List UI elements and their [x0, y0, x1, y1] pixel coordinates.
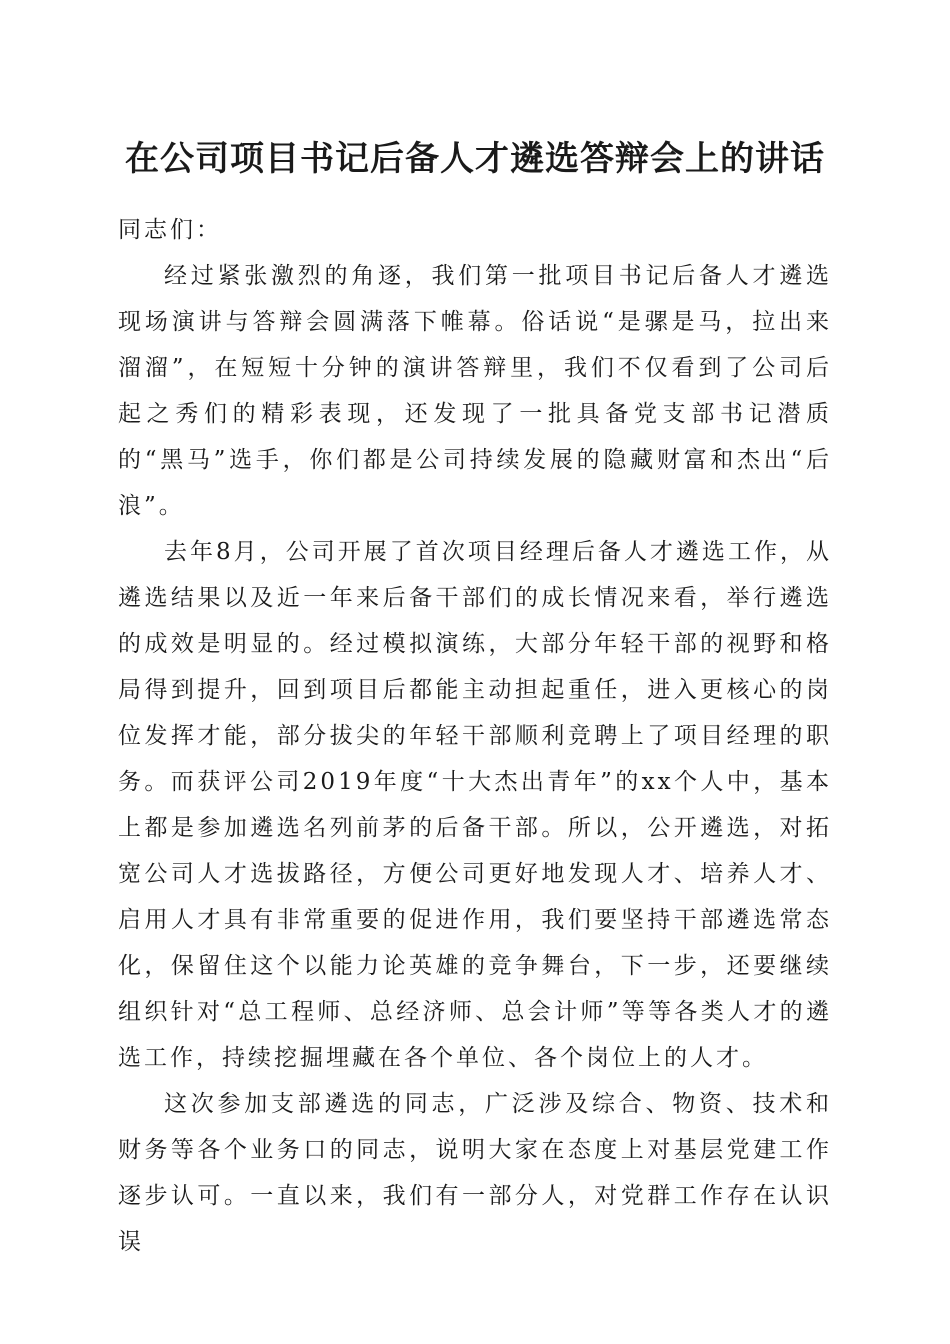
paragraph-2: 去年8月，公司开展了首次项目经理后备人才遴选工作，从遴选结果以及近一年来后备干部们的成长情况来看，举行遴选的成效是明显的。经过模拟演练，大部分年轻干部的视野和格局得到提升，回到项目后都能主动担起重任，进入更核心的岗位发挥才能，部分拔尖的年轻干部顺利竞聘上了项目经理的职务。而获评公司2019年度“十大杰出青年”的xx个人中，基本上都是参加遴选名列前茅的后备干部。所以，公开遴选，对拓宽公司人才选拔路径，方便公司更好地发现人才、培养人才、启用人才具有非常重要的促进作用，我们要坚持干部遴选常态化，保留住这个以能力论英雄的竞争舞台，下一步，还要继续组织针对“总工程师、总经济师、总会计师”等等各类人才的遴选工作，持续挖掘埋藏在各个单位、各个岗位上的人才。	[118, 539, 832, 1071]
paragraph-3: 这次参加支部遴选的同志，广泛涉及综合、物资、技术和财务等各个业务口的同志，说明大家在态度上对基层党建工作逐步认可。一直以来，我们有一部分人，对党群工作存在认识误	[118, 1091, 832, 1255]
salutation: 同志们：	[118, 217, 222, 243]
document-title: 在公司项目书记后备人才遴选答辩会上的讲话	[125, 139, 825, 179]
document-body	[118, 207, 832, 1265]
paragraph-1: 经过紧张激烈的角逐，我们第一批项目书记后备人才遴选现场演讲与答辩会圆满落下帷幕。俗话说“是骡是马，拉出来溜溜”，在短短十分钟的演讲答辩里，我们不仅看到了公司后起之秀们的精彩表现，还发现了一批具备党支部书记潜质的“黑马”选手，你们都是公司持续发展的隐藏财富和杰出“后浪”。	[118, 263, 832, 519]
